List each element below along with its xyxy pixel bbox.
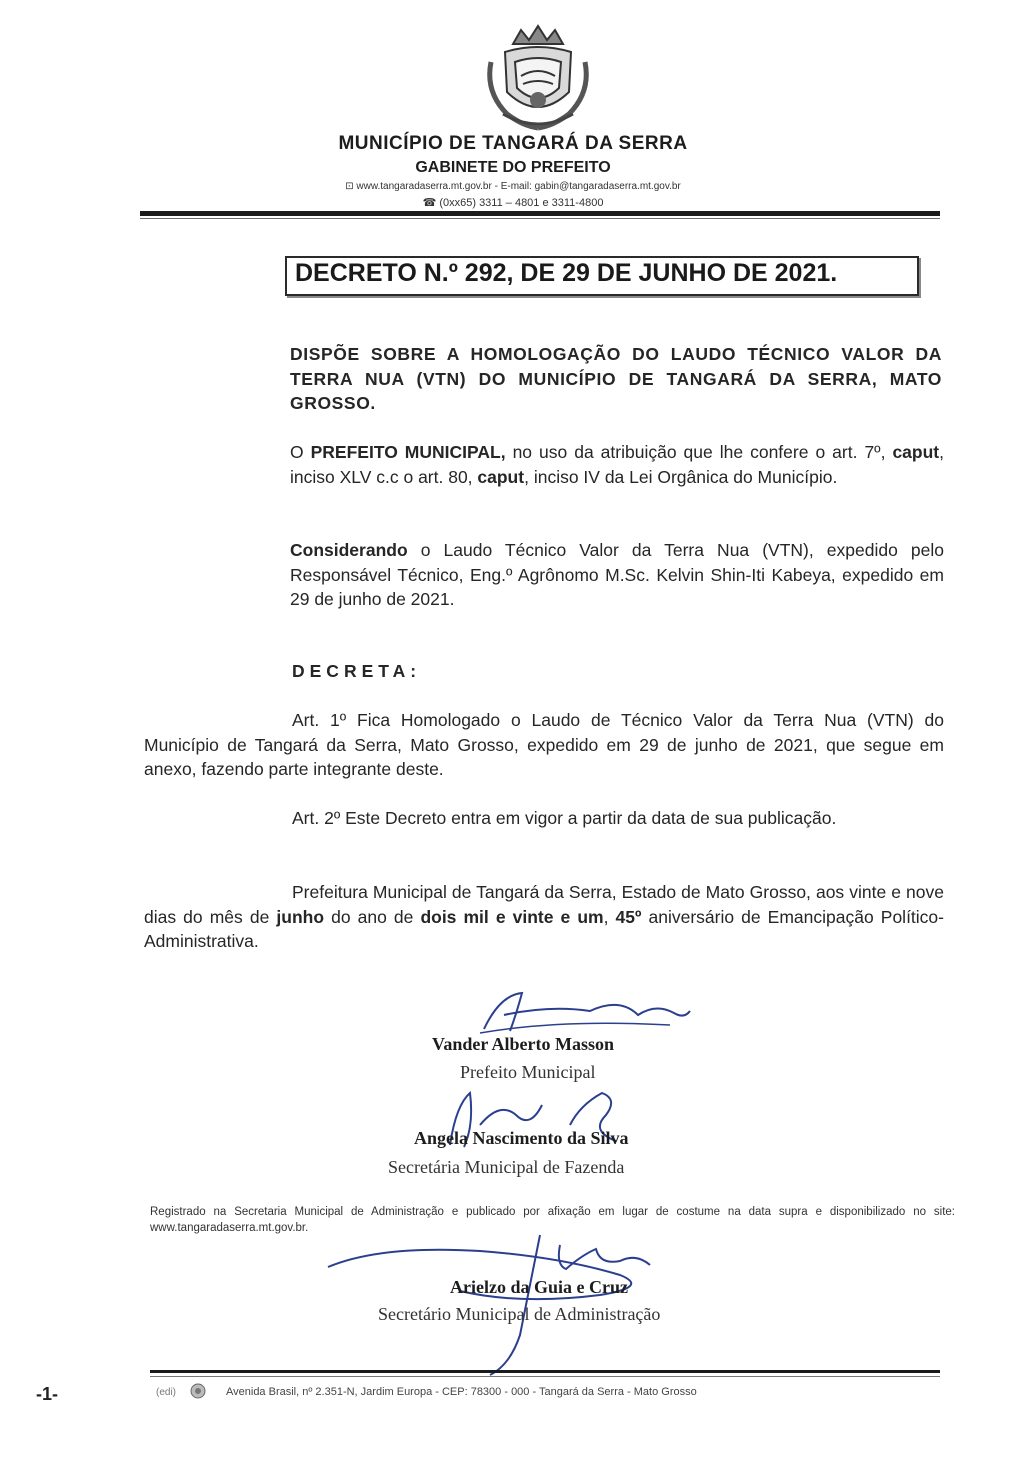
phone-contact-text: (0xx65) 3311 – 4801 e 3311-4800 bbox=[439, 197, 604, 209]
preamble-subject: PREFEITO MUNICIPAL, bbox=[310, 442, 506, 462]
closing-text-3: , bbox=[603, 906, 616, 927]
considering-paragraph bbox=[290, 538, 944, 612]
finance-name: Angela Nascimento da Silva bbox=[414, 1128, 629, 1148]
municipality-title: MUNICÍPIO DE TANGARÁ DA SERRA bbox=[338, 133, 688, 154]
closing-text-2: do ano de bbox=[324, 906, 421, 927]
mayor-role: Prefeito Municipal bbox=[460, 1062, 596, 1082]
phone-contact bbox=[0, 196, 1026, 209]
footer-divider-thin bbox=[150, 1376, 940, 1377]
footer-prefix: (edi) bbox=[156, 1387, 177, 1398]
closing-text-4: aniversário de Emancipação Político-Administrativa. bbox=[144, 906, 944, 951]
admin-role: Secretário Municipal de Administração bbox=[378, 1304, 661, 1324]
preamble-text-1: no uso da atribuição que lhe confere o art. 7º, bbox=[505, 442, 893, 462]
footer-divider bbox=[150, 1370, 940, 1373]
preamble-caput-2: caput bbox=[477, 466, 525, 487]
closing-text-1: Prefeitura Municipal de Tangará da Serra, Estado de Mato Grosso, aos vinte e nove dias do mês de bbox=[144, 882, 944, 927]
web-contact-text: www.tangaradaserra.mt.gov.br - E-mail: gabin@tangaradaserra.mt.gov.br bbox=[356, 181, 681, 192]
phone-icon: ☎ bbox=[422, 197, 440, 209]
closing-month: junho bbox=[276, 906, 325, 927]
web-icon: ⊡ bbox=[345, 181, 357, 192]
closing-anniversary: 45º bbox=[615, 906, 642, 927]
decreta-heading: DECRETA: bbox=[292, 661, 422, 681]
preamble-lead: O bbox=[290, 442, 311, 462]
decree-title: DECRETO N.º 292, DE 29 DE JUNHO DE 2021. bbox=[295, 259, 838, 287]
web-contact bbox=[0, 181, 1026, 192]
preamble-paragraph bbox=[290, 440, 944, 489]
article-2: Art. 2º Este Decreto entra em vigor a partir da data de sua publicação. bbox=[292, 808, 837, 828]
preamble-caput-1: caput bbox=[892, 442, 940, 462]
header-divider-thin bbox=[140, 218, 940, 219]
considering-keyword: Considerando bbox=[290, 540, 408, 560]
footer-address: Avenida Brasil, nº 2.351-N, Jardim Europa - CEP: 78300 - 000 - Tangará da Serra - Mato Grosso bbox=[226, 1386, 697, 1398]
mayor-name: Vander Alberto Masson bbox=[432, 1034, 615, 1054]
preamble-text-3: , inciso IV da Lei Orgânica do Município. bbox=[524, 466, 838, 487]
header-divider bbox=[140, 211, 940, 216]
preamble-text-2: , inciso XLV c.c o art. 80, bbox=[290, 442, 944, 487]
page-number: -1- bbox=[36, 1384, 58, 1404]
closing-year: dois mil e vinte e um bbox=[420, 906, 604, 927]
finance-role: Secretária Municipal de Fazenda bbox=[388, 1157, 625, 1177]
footer-seal-icon bbox=[190, 1383, 206, 1399]
admin-name: Arielzo da Guia e Cruz bbox=[450, 1277, 628, 1297]
registry-note: Registrado na Secretaria Municipal de Administração e publicado por afixação em lugar de costume na data supra e disponibilizado no site: www.tangaradaserra.mt.gov.br. bbox=[150, 1206, 955, 1234]
closing-paragraph bbox=[144, 880, 944, 954]
article-1: Art. 1º Fica Homologado o Laudo de Técnico Valor da Terra Nua (VTN) do Município de Tangará da Serra, Mato Grosso, expedido em 29 de junho de 2021, que segue em anexo, fazendo parte integrante deste. bbox=[144, 710, 944, 779]
considering-text: o Laudo Técnico Valor da Terra Nua (VTN), expedido pelo Responsável Técnico, Eng.º Agrônomo M.Sc. Kelvin Shin-Iti Kabeya, expedido em 29 de junho de 2021. bbox=[290, 540, 944, 609]
decree-ementa: DISPÕE SOBRE A HOMOLOGAÇÃO DO LAUDO TÉCNICO VALOR DA TERRA NUA (VTN) DO MUNICÍPIO DE TANGARÁ DA SERRA, MATO GROSSO. bbox=[290, 344, 942, 413]
coat-of-arms-icon bbox=[483, 22, 593, 134]
cabinet-subtitle: GABINETE DO PREFEITO bbox=[415, 159, 611, 176]
